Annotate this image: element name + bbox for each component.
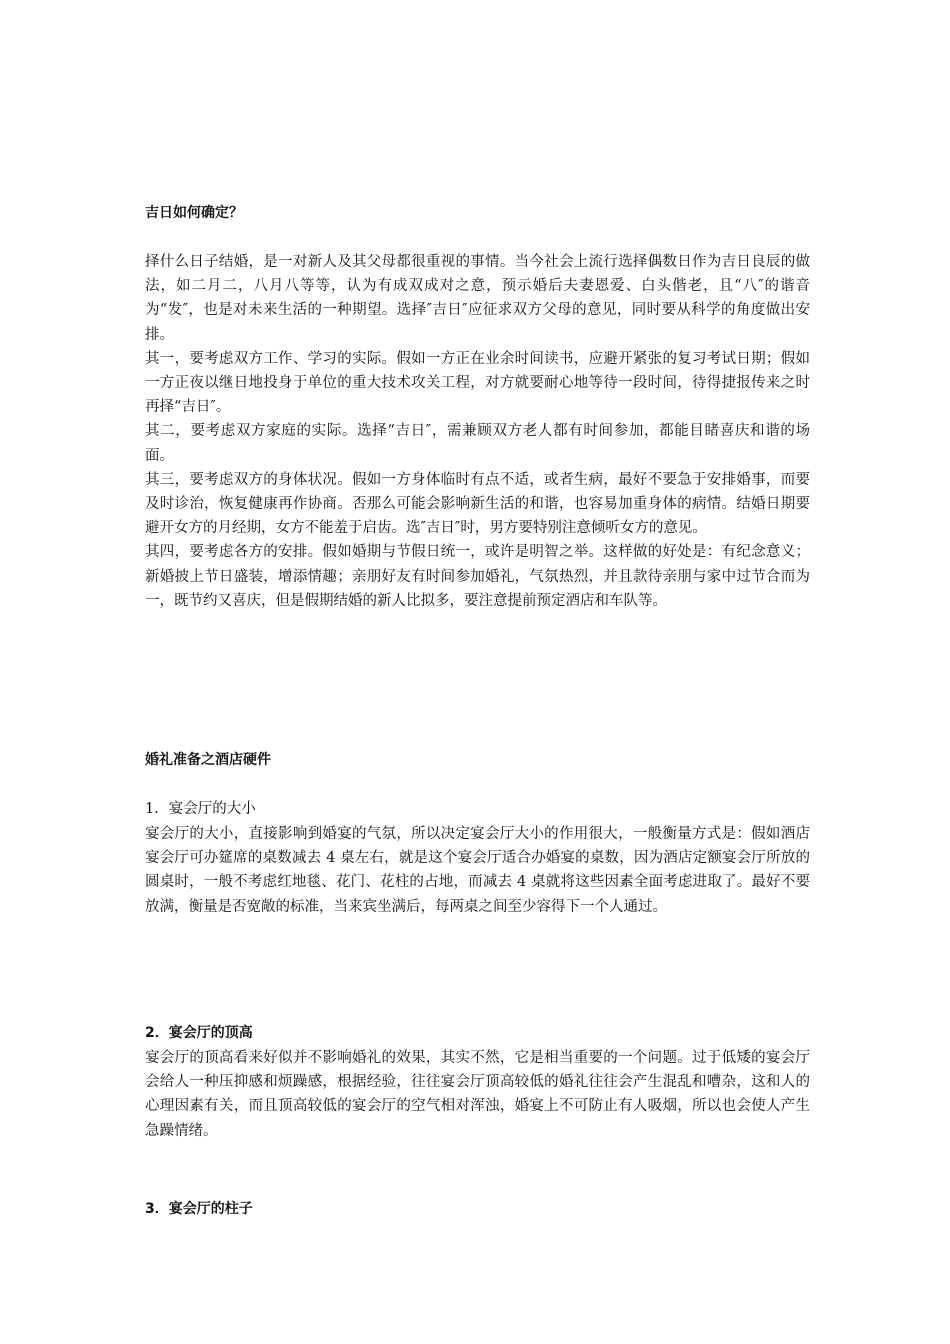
paragraph-point-1: 其一，要考虑双方工作、学习的实际。假如一方正在业余时间读书，应避开紧张的复习考试日期；假如一方正夜以继日地投身于单位的重大技术攻关工程，对方就要耐心地等待一段时间，待得捷报传来之时再择“吉日″。: [145, 350, 810, 416]
section-heading-hotel-hardware: 婚礼准备之酒店硬件: [145, 752, 271, 768]
section-heading-auspicious-date: 吉日如何确定？: [145, 205, 243, 221]
hall-size-body: [145, 822, 810, 919]
paragraph-point-4: 其四，要考虑各方的安排。假如婚期与节假日统一，或许是明智之举。这样做的好处是：有纪念意义；新婚披上节日盛装，增添情趣；亲朋好友有时间参加婚礼，气氛热烈，并且款待亲朋与家中过节合而为一，既节约又喜庆，但是假期结婚的新人比拟多，要注意提前预定酒店和车队等。: [145, 544, 810, 609]
paragraph-point-2: 其二，要考虑双方家庭的实际。选择“吉日″，需兼顾双方老人都有时间参加，都能目睹喜庆和谐的场面。: [145, 423, 810, 464]
ceiling-height-body: [145, 1046, 810, 1143]
subheading-hall-pillars: 3．宴会厅的柱子: [145, 1201, 253, 1217]
paragraph-ceiling-height: 宴会厅的顶高看来好似并不影响婚礼的效果，其实不然，它是相当重要的一个问题。过于低矮的宴会厅会给人一种压抑感和烦躁感，根据经验，往往宴会厅顶高较低的婚礼往往会产生混乱和嘈杂，这和人的心理因素有关，而且顶高较低的宴会厅的空气相对浑浊，婚宴上不可防止有人吸烟，所以也会使人产生急躁情绪。: [145, 1050, 810, 1139]
subheading-hall-size: 1．宴会厅的大小: [145, 801, 256, 817]
subheading-ceiling-height: 2．宴会厅的顶高: [145, 1025, 253, 1041]
paragraph-hall-size: 宴会厅的大小，直接影响到婚宴的气氛，所以决定宴会厅大小的作用很大，一般衡量方式是：假如酒店宴会厅可办筵席的桌数减去 4 桌左右，就是这个宴会厅适合办婚宴的桌数，因为酒店定额宴会厅所放的圆桌时，一般不考虑红地毯、花门、花柱的占地，而减去 4 桌就将这些因素全面考虑进取了。最好不要放满，衡量是否宽敞的标准，当来宾坐满后，每两桌之间至少容得下一个人通过。: [145, 826, 810, 915]
section-body-auspicious-date: [145, 250, 810, 613]
paragraph-point-3: 其三，要考虑双方的身体状况。假如一方身体临时有点不适，或者生病，最好不要急于安排婚事，而要及时诊治，恢复健康再作协商。否那么可能会影响新生活的和谐，也容易加重身体的病情。结婚日期要避开女方的月经期，女方不能羞于启齿。选″吉日″时，男方要特别注意倾听女方的意见。: [145, 471, 810, 537]
paragraph-intro: 择什么日子结婚，是一对新人及其父母都很重视的事情。当今社会上流行选择偶数日作为吉日良辰的做法，如二月二，八月八等等，认为有成双成对之意，预示婚后夫妻恩爱、白头偕老，且“八″的谐音为“发″，也是对未来生活的一种期望。选择″吉日″应征求双方父母的意见，同时要从科学的角度做出安排。: [145, 254, 810, 343]
